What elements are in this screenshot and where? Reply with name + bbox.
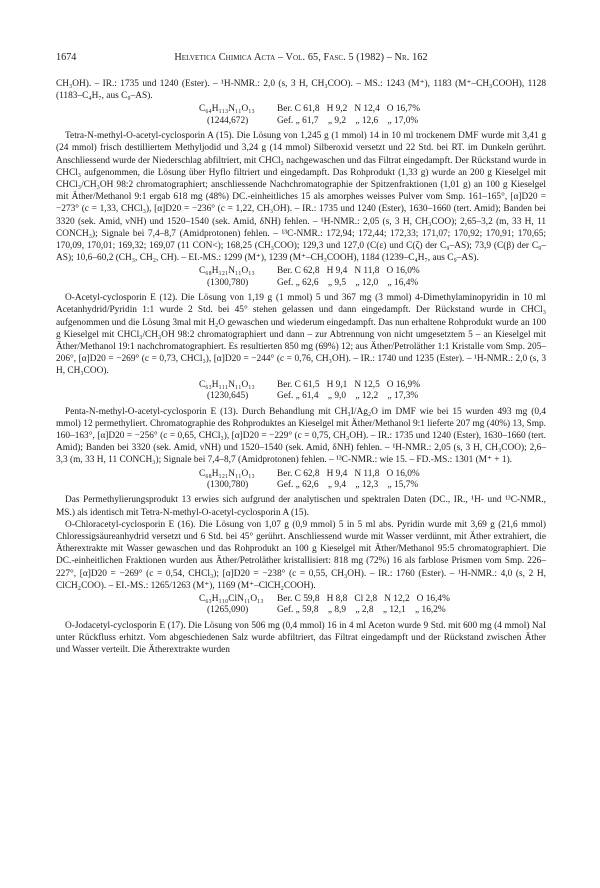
page-number: 1674 [56, 52, 77, 63]
elemental-analysis [199, 104, 546, 127]
analysis-found: Gef. „ 61,7 „ 9,2 „ 12,6 „ 17,0% [277, 115, 419, 126]
analysis-formula: C₆₃H₁₁₁N₁₁O₁₃ [199, 379, 255, 390]
paragraph-compound-16: O-Chloracetyl-cyclosporin E (16). Die Lösung von 1,07 g (0,9 mmol) 5 in 5 ml abs. Pyridin wurde mit 3,69 g (21,6 mmol) Chloressigsäureanhydrid versetzt und 6 Std. bei 45° gerührt. Anschliessend wurde mit Wasser verdünnt, mit Äther extrahiert, die Ätherextrakte mit Wasser gewaschen und das Rohprodukt an 100 g Kieselgel mit Äther/Methanol 95:5 chromatographiert. Die DC.-einheitlichen Fraktionen wurden aus Äther/Petroläther kristallisiert: 818 mg (72%) 16 als farblose Prismen vom Smp. 226–227°, [α]D20 = −269° (c = 0,54, CHCl₃); [α]D20 = −238° (c = 0,55, CH₃OH). – IR.: 1760 (Ester). – ¹H-NMR.: 4,0 (s, 2 H, ClCH₂COO). – EI.-MS.: 1265/1263 (M⁺), 1169 (M⁺–ClCH₂COOH). [56, 519, 546, 591]
paragraph-permethylation: Das Permethylierungsprodukt 13 erwies sich aufgrund der analytischen und spektralen Daten (DC., IR., ¹H- und ¹³C-NMR., MS.) als identisch mit Tetra-N-methyl-O-acetyl-cyclosporin A (15). [56, 495, 546, 518]
analysis-found: Gef. „ 62,6 „ 9,5 „ 12,0 „ 16,4% [277, 277, 419, 288]
analysis-mass: (1300,780) [207, 277, 249, 288]
analysis-mass: (1265,090) [207, 605, 249, 616]
paragraph-compound-15: Tetra-N-methyl-O-acetyl-cyclosporin A (15). Die Lösung von 1,245 g (1 mmol) 14 in 10 ml trockenem DMF wurde mit 3,41 g (24 mmol) frisch destilliertem Methyljodid und 3,24 g (14 mmol) Silberoxid versetzt und 22 Std. bei RT. im Dunkeln gerührt. Anschliessend wurde der Niederschlag abfiltriert, mit CHCl₃ nachgewaschen und das Filtrat eingedampft. Der Rückstand wurde in CHCl₃ aufgenommen, die Lösung über Hyflo filtriert und eingedampft. Das Rohprodukt (1,33 g) wurde an 200 g Kieselgel mit CHCl₃/CH₃OH 98:2 chromatographiert; anschliessende Nachchromatographie der Spitzenfraktionen (1,01 g) an 100 g Kieselgel mit Äther/Methanol 9:1 ergab 618 mg (48%) DC.-einheitliches 15 als amorphes weisses Pulver vom Smp. 161–165°, [α]D20 = −273° (c = 1,33, CHCl₃), [α]D20 = −236° (c = 1,22, CH₃OH). – IR.: 1735 und 1240 (Ester), 1630–1660 (tert. Amid); Banden bei 3320 (sek. Amid, νNH) und 1520–1540 (sek. Amid, δNH) fehlen. – ¹H-NMR.: 2,05 (s, 3 H, CH₃COO); 2,65–3,2 (m, 33 H, 11 CONCH₃); Signale bei 7,4–8,7 (Amidprotonen) fehlen. – ¹³C-NMR.: 172,94; 172,44; 172,33; 171,07; 170,92; 170,91; 170,65; 170,09, 170,01; 169,32; 169,07 (11 CON<); 168,25 (CH₃COO); 129,3 und 127,0 (C(ε) und C(ζ) der C₉–AS); 73,9 (C(β) der C₉–AS); 10,6–60,2 (CH₃, CH₂, CH). – EI.-MS.: 1299 (M⁺), 1239 (M⁺–CH₃COOH), 1184 (1239–C₄H₇, aus C₉–AS). [56, 131, 546, 264]
analysis-found: Gef. „ 62,6 „ 9,4 „ 12,3 „ 15,7% [277, 479, 419, 490]
analysis-found: Gef. „ 59,8 „ 8,9 „ 2,8 „ 12,1 „ 16,2% [277, 605, 446, 616]
paragraph-compound-13: Penta-N-methyl-O-acetyl-cyclosporin E (13). Durch Behandlung mit CH₃I/Ag₂O im DMF wie bei 15 wurden 493 mg (0,4 mmol) 12 permethyliert. Chromatographie des Rohproduktes an Kieselgel mit Äther/Methanol 9:1 lieferte 207 mg (40%) 13, Smp. 160–163°, [α]D20 = −256° (c = 0,65, CHCl₃), [α]D20 = −229° (c = 0,75, CH₃OH). – IR.: 1735 und 1240 (Ester), 1630–1660 (tert. Amid); Banden bei 3320 (sek. Amid, νNH) und 1520–1540 (sek. Amid, δNH) fehlen. – ¹H-NMR.: 2,05 (s, 3 H, CH₃COO); 2,6–3,3 (m, 33 H, 11 CONCH₃); Signale bei 7,4–8,7 (Amidprotonen) fehlen. – ¹³C-NMR.: wie 15. – FD.-MS.: 1301 (M⁺ + 1). [56, 406, 546, 466]
article-body [56, 78, 546, 656]
page-header [56, 52, 546, 63]
elemental-analysis [199, 594, 546, 617]
elemental-analysis [199, 266, 546, 289]
analysis-calculated: Ber. C 61,5 H 9,1 N 12,5 O 16,9% [277, 379, 421, 390]
analysis-calculated: Ber. C 62,8 H 9,4 N 11,8 O 16,0% [277, 266, 420, 277]
analysis-formula: C₆₃H₁₁₀ClN₁₁O₁₃ [199, 593, 264, 604]
paragraph-compound-12: O-Acetyl-cyclosporin E (12). Die Lösung von 1,19 g (1 mmol) 5 und 367 mg (3 mmol) 4-Dimethylaminopyridin in 10 ml Acetanhydrid/Pyridin 1:1 wurde 2 Std. bei 45° stehen gelassen und dann eingedampft. Der Rückstand wurde in CHCl₃ aufgenommen und die Lösung 3mal mit H₂O gewaschen und wiederum eingedampft. Das nun erhaltene Rohprodukt wurde an 100 g Kieselgel mit CHCl₃/CH₃OH 98:2 chromatographiert und dann – zur Abtrennung von nicht umgesetztem 5 – an Kieselgel mit Äther/Methanol 19:1 nachchromatographiert. Es resultierten 850 mg (69%) 12; aus Äther/Petroläther 1:1 Kristalle vom Smp. 205–206°, [α]D20 = −269° (c = 0,73, CHCl₃), [α]D20 = −244° (c = 0,76, CH₃OH). – IR.: 1740 und 1235 (Ester). – ¹H-NMR.: 2,0 (s, 3 H, CH₃COO). [56, 293, 546, 377]
running-title: Helvetica Chimica Acta – Vol. 65, Fasc. 5 (1982) – Nr. 162 [174, 52, 428, 63]
analysis-mass: (1244,672) [207, 115, 249, 126]
elemental-analysis [199, 469, 546, 492]
analysis-calculated: Ber. C 59,8 H 8,8 Cl 2,8 N 12,2 O 16,4% [277, 593, 450, 604]
analysis-found: Gef. „ 61,4 „ 9,0 „ 12,2 „ 17,3% [277, 391, 419, 402]
analysis-formula: C₆₈H₁₂₁N₁₁O₁₃ [199, 468, 255, 479]
analysis-mass: (1300,780) [207, 479, 249, 490]
paragraph: CH₃OH). – IR.: 1735 und 1240 (Ester). – ¹H-NMR.: 2,0 (s, 3 H, CH₃COO). – MS.: 1243 (M⁺), 1183 (M⁺–CH₃COOH), 1128 (1183–C₄H₇, aus C₉–AS). [56, 79, 546, 102]
analysis-calculated: Ber. C 62,8 H 9,4 N 11,8 O 16,0% [277, 468, 420, 479]
elemental-analysis [199, 380, 546, 403]
analysis-calculated: Ber. C 61,8 H 9,2 N 12,4 O 16,7% [277, 104, 421, 115]
analysis-formula: C₆₄H₁₁₃N₁₁O₁₃ [199, 104, 255, 115]
analysis-formula: C₆₈H₁₂₁N₁₁O₁₃ [199, 266, 255, 277]
analysis-mass: (1230,645) [207, 391, 249, 402]
paragraph-compound-17: O-Jodacetyl-cyclosporin E (17). Die Lösung von 506 mg (0,4 mmol) 16 in 4 ml Aceton wurde 9 Std. mit 600 mg (4 mmol) NaI unter Rückfluss erhitzt. Vom abgeschiedenen Salz wurde abfiltriert, das Filtrat eingedampft und der Rückstand zwischen Äther und Wasser verteilt. Die Ätherextrakte wurden [56, 620, 546, 656]
